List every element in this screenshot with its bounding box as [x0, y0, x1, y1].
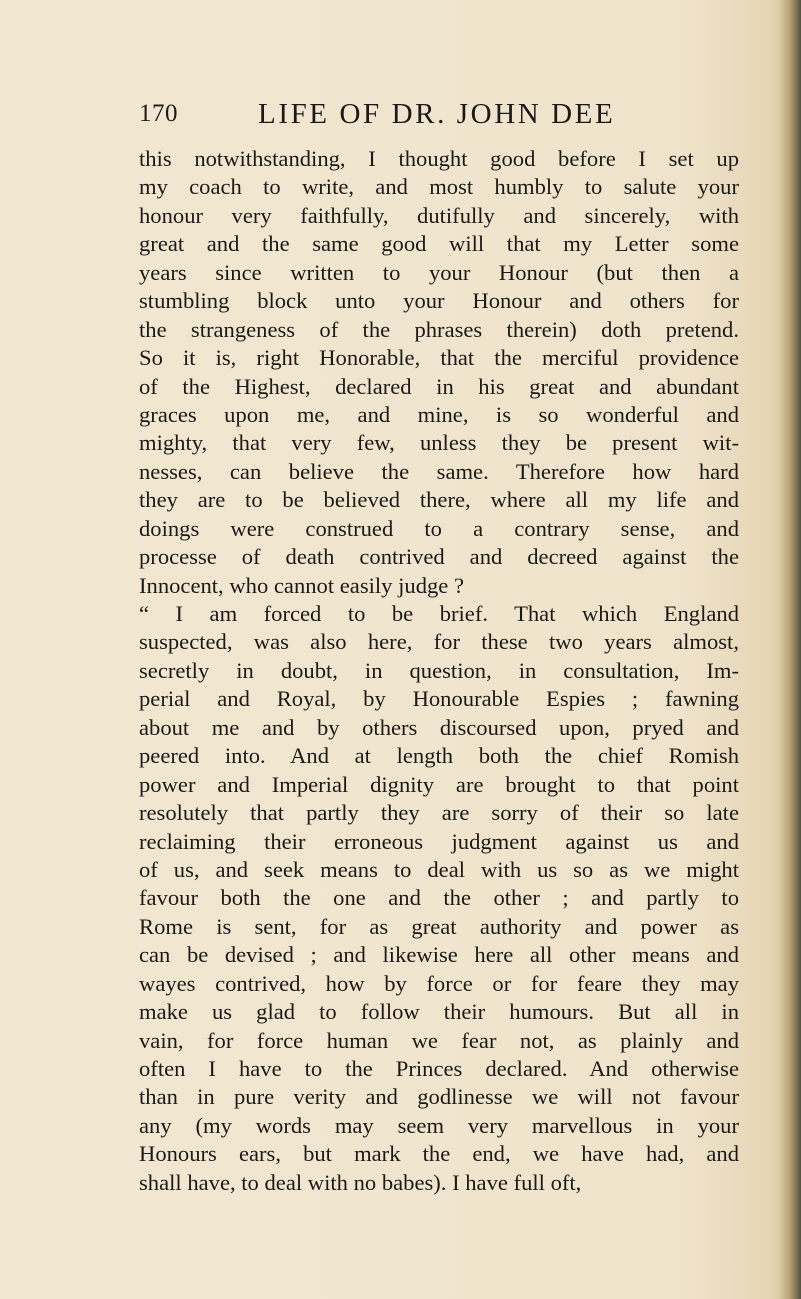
running-title: LIFE OF DR. JOHN DEE	[258, 98, 616, 130]
text-line: of us, and seek means to deal with us so as we might	[139, 856, 739, 882]
text-line: “ I am forced to be brief. That which England	[139, 601, 739, 626]
text-line: Innocent, who cannot easily judge ?	[139, 572, 464, 598]
text-line: So it is, right Honorable, that the merciful providence	[139, 345, 739, 371]
page-number: 170	[139, 100, 178, 127]
text-line: my coach to write, and most humbly to salute your	[139, 174, 739, 200]
text-line: about me and by others discoursed upon, pryed and	[139, 714, 739, 740]
text-line: favour both the one and the other ; and partly to	[139, 885, 739, 911]
text-line: secretly in doubt, in question, in consultation, Im-	[139, 657, 739, 683]
text-line: graces upon me, and mine, is so wonderful and	[139, 401, 739, 427]
text-line: any (my words may seem very marvellous in your	[139, 1112, 739, 1138]
text-line: power and Imperial dignity are brought to that point	[139, 771, 739, 797]
text-line: years since written to your Honour (but then a	[139, 259, 739, 285]
text-line: processe of death contrived and decreed against the	[139, 544, 739, 570]
text-line: reclaiming their erroneous judgment against us and	[139, 828, 739, 854]
page-header	[139, 100, 649, 140]
page-edge-shadow	[779, 0, 801, 1299]
text-line: can be devised ; and likewise here all other means and	[139, 942, 739, 968]
text-line: make us glad to follow their humours. But all in	[139, 999, 739, 1025]
text-line: than in pure verity and godlinesse we will not favour	[139, 1084, 739, 1110]
text-line: often I have to the Princes declared. And otherwise	[139, 1056, 739, 1081]
body-text	[139, 145, 739, 1197]
text-line: of the Highest, declared in his great and abundant	[139, 373, 739, 399]
text-line: shall have, to deal with no babes). I have full oft,	[139, 1169, 582, 1195]
text-line: wayes contrived, how by force or for feare they may	[139, 970, 739, 996]
text-line: Rome is sent, for as great authority and power as	[139, 913, 739, 939]
text-line: they are to be believed there, where all my life and	[139, 487, 739, 513]
text-line: perial and Royal, by Honourable Espies ; fawning	[139, 686, 739, 712]
text-line: vain, for force human we fear not, as plainly and	[139, 1027, 739, 1053]
text-line: peered into. And at length both the chief Romish	[139, 743, 739, 769]
text-line: stumbling block unto your Honour and others for	[139, 288, 739, 314]
text-line: honour very faithfully, dutifully and sincerely, with	[139, 202, 739, 228]
text-line: nesses, can believe the same. Therefore how hard	[139, 458, 739, 484]
text-line: great and the same good will that my Letter some	[139, 231, 739, 257]
text-line: the strangeness of the phrases therein) doth pretend.	[139, 316, 739, 342]
text-line: this notwithstanding, I thought good before I set up	[139, 146, 739, 171]
text-line: doings were construed to a contrary sense, and	[139, 515, 739, 541]
text-line: suspected, was also here, for these two years almost,	[139, 629, 739, 655]
text-line: mighty, that very few, unless they be present wit-	[139, 430, 739, 456]
text-line: resolutely that partly they are sorry of their so late	[139, 800, 739, 826]
text-line: Honours ears, but mark the end, we have had, and	[139, 1141, 739, 1167]
